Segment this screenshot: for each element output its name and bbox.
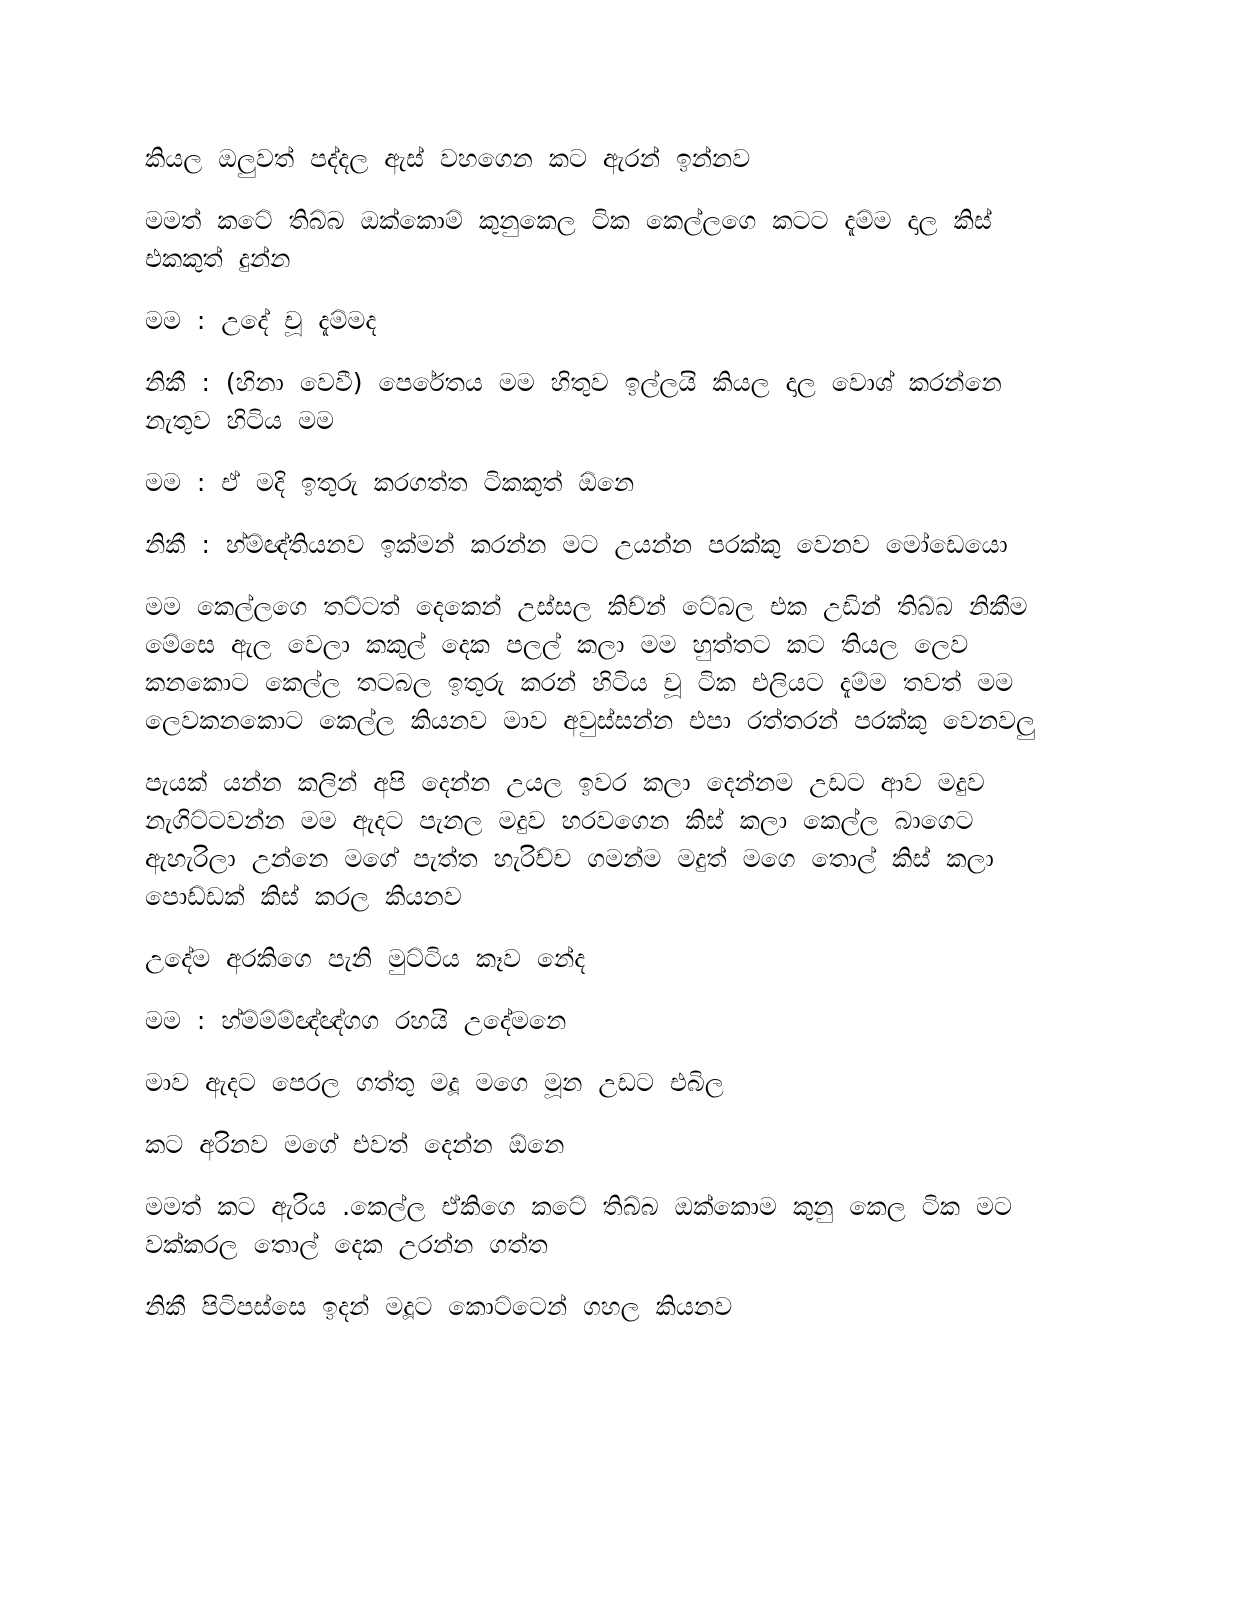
paragraph: උදේම අරකිගෙ පැනි මුට්ටිය කෑව නේද	[145, 944, 586, 973]
paragraph: මමත් කටේ තිබ්බ ඔක්කොම් කුනුකෙල ටික කෙල්ලගෙ කටට දැම්ම දාල කිස් එකකුත් දුන්න	[145, 206, 1008, 273]
paragraph: මම : හ්ම්ම්ම්ඥ්ඥ්ගග රහයි උදේමනෙ	[145, 1006, 567, 1035]
document-body	[145, 140, 1075, 1350]
paragraph: මම : ඒ මදි ඉතුරු කරගත්ත ටිකකුත් ඕනෙ	[145, 468, 635, 497]
paragraph: මාව ඇදට පෙරල ගත්තු මදූ මගෙ මූන උඩට එබිල	[145, 1068, 724, 1097]
paragraph: නිකී : (හිනා වෙවී) පෙරේතය මම හිතුව ඉල්ලයි කියල දාල වොශ් කරන්නෙ නැතුව හිටිය මම	[145, 368, 1018, 435]
paragraph: මම කෙල්ලගෙ තට්ටත් දෙකෙන් උස්සල කිච්න් ටේබල එක උඩින් තිබ්බ නිකීම මේසෙ ඇල වෙලා කකුල් දෙක පලල් කලා මම හුත්තට කට තියල ලෙව කනකොට කෙල්ල තටබල ඉතුරු කරන් හිටිය චූ ටික එලියට දැම්ම තවත් මම ලෙවකනකොට කෙල්ල කියනව මාව අවුස්සන්න එපා රත්තරන් පරක්කු වෙනවලු	[145, 592, 1044, 735]
paragraph: නිකී පිටිපස්සෙ ඉදන් මදූට කොට්ටෙන් ගහල කියනව	[145, 1292, 733, 1321]
paragraph: මමත් කට ඇරිය .කෙල්ල ඒකිගෙ කටේ තිබ්බ ඔක්කොම කුනු කෙල ටික මට වක්කරල තොල් දෙක උරන්න ගත්ත	[145, 1192, 1028, 1259]
paragraph: නිකී : හ්ම්ඥ්තියනව ඉක්මන් කරන්න මට උයන්න පරක්කු වෙනව මෝඩෙයො	[145, 530, 1008, 559]
paragraph: කට අරිනව මගේ එවත් දෙන්න ඕනෙ	[145, 1130, 565, 1159]
paragraph: පැයක් යන්න කලින් අපි දෙන්න උයල ඉවර කලා දෙන්නම උඩට ආව මදුව නැගිට්ටවන්න මම ඇදට පැනල මදුව හරවගෙන කිස් කලා කෙල්ල බාගෙට ඇහැරිලා උන්නෙ මගේ පැත්ත හැරිච්ච ගමන්ම මදුත් මගෙ තොල් කිස් කලා පොඩ්ඩක් කිස් කරල කියනව	[145, 768, 1010, 911]
paragraph: කියල ඔලුවත් පද්දල ඇස් වහගෙන කට ඇරන් ඉන්නව	[145, 144, 751, 173]
paragraph: මම : උදේ චූ දැම්මද	[145, 306, 377, 335]
